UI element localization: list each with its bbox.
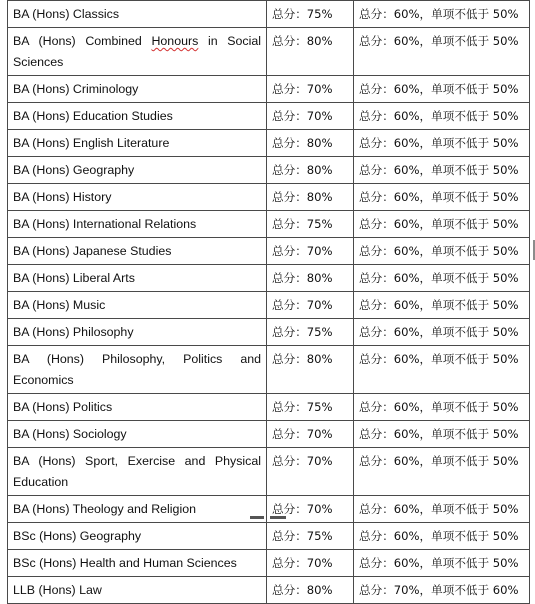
table-row[interactable] [8, 496, 530, 523]
overall-score-cell[interactable]: 总分：80% [267, 346, 354, 394]
programme-cell[interactable]: BA (Hons) Geography [8, 157, 267, 184]
requirement-cell[interactable]: 总分：60%，单项不低于 50% [354, 130, 530, 157]
requirement-cell[interactable]: 总分：60%，单项不低于 50% [354, 523, 530, 550]
overall-score-cell[interactable]: 总分：70% [267, 496, 354, 523]
programme-cell[interactable]: BA (Hons) Liberal Arts [8, 265, 267, 292]
overall-score-cell[interactable]: 总分：70% [267, 238, 354, 265]
overall-score-cell[interactable]: 总分：70% [267, 448, 354, 496]
requirement-cell[interactable]: 总分：60%，单项不低于 50% [354, 346, 530, 394]
programme-cell[interactable]: BA (Hons) Education Studies [8, 103, 267, 130]
overall-score-cell[interactable]: 总分：75% [267, 1, 354, 28]
table-row[interactable] [8, 238, 530, 265]
requirement-cell[interactable]: 总分：60%，单项不低于 50% [354, 103, 530, 130]
overall-score-cell[interactable]: 总分：70% [267, 421, 354, 448]
page-edge-marker [250, 516, 264, 519]
programme-cell[interactable]: BA (Hons) Japanese Studies [8, 238, 267, 265]
table-row[interactable] [8, 265, 530, 292]
overall-score-cell[interactable]: 总分：70% [267, 103, 354, 130]
overall-score-cell[interactable]: 总分：80% [267, 28, 354, 76]
requirement-cell[interactable]: 总分：60%，单项不低于 50% [354, 292, 530, 319]
programme-cell[interactable]: BA (Hons) Music [8, 292, 267, 319]
table-row[interactable] [8, 523, 530, 550]
overall-score-cell[interactable]: 总分：80% [267, 265, 354, 292]
programme-cell[interactable]: BA (Hons) Sport, Exercise and Physical Education [8, 448, 267, 496]
programme-cell[interactable]: BA (Hons) Philosophy [8, 319, 267, 346]
programme-cell[interactable]: BA (Hons) History [8, 184, 267, 211]
overall-score-cell[interactable]: 总分：80% [267, 184, 354, 211]
table-row[interactable] [8, 103, 530, 130]
overall-score-cell[interactable]: 总分：75% [267, 211, 354, 238]
programme-cell[interactable]: BSc (Hons) Health and Human Sciences [8, 550, 267, 577]
requirement-cell[interactable]: 总分：70%，单项不低于 60% [354, 577, 530, 604]
programme-cell[interactable]: BA (Hons) Combined Honours in Social Sciences [8, 28, 267, 76]
page-edge-marker [270, 516, 286, 519]
requirement-cell[interactable]: 总分：60%，单项不低于 50% [354, 211, 530, 238]
programme-cell[interactable]: BA (Hons) Classics [8, 1, 267, 28]
requirement-cell[interactable]: 总分：60%，单项不低于 50% [354, 496, 530, 523]
table-row[interactable] [8, 130, 530, 157]
table-body [8, 1, 530, 604]
requirement-cell[interactable]: 总分：60%，单项不低于 50% [354, 421, 530, 448]
requirement-cell[interactable]: 总分：60%，单项不低于 50% [354, 157, 530, 184]
table-row[interactable] [8, 448, 530, 496]
spellcheck-flagged-word[interactable]: Honours [151, 34, 199, 48]
requirement-cell[interactable]: 总分：60%，单项不低于 50% [354, 1, 530, 28]
programme-cell[interactable]: BA (Hons) Criminology [8, 76, 267, 103]
requirement-cell[interactable]: 总分：60%，单项不低于 50% [354, 76, 530, 103]
overall-score-cell[interactable]: 总分：75% [267, 523, 354, 550]
requirement-cell[interactable]: 总分：60%，单项不低于 50% [354, 319, 530, 346]
table-row[interactable] [8, 292, 530, 319]
programme-cell[interactable]: LLB (Hons) Law [8, 577, 267, 604]
overall-score-cell[interactable]: 总分：75% [267, 394, 354, 421]
table-row[interactable] [8, 421, 530, 448]
requirement-cell[interactable]: 总分：60%，单项不低于 50% [354, 394, 530, 421]
requirement-cell[interactable]: 总分：60%，单项不低于 50% [354, 184, 530, 211]
programme-cell[interactable]: BA (Hons) Politics [8, 394, 267, 421]
overall-score-cell[interactable]: 总分：70% [267, 76, 354, 103]
requirement-cell[interactable]: 总分：60%，单项不低于 50% [354, 550, 530, 577]
table-row[interactable] [8, 28, 530, 76]
table-row[interactable] [8, 76, 530, 103]
table-row[interactable] [8, 346, 530, 394]
table-row[interactable] [8, 184, 530, 211]
table-row[interactable] [8, 319, 530, 346]
requirement-cell[interactable]: 总分：60%，单项不低于 50% [354, 238, 530, 265]
requirements-table [7, 0, 530, 604]
programme-cell[interactable]: BA (Hons) International Relations [8, 211, 267, 238]
requirement-cell[interactable]: 总分：60%，单项不低于 50% [354, 448, 530, 496]
requirement-cell[interactable]: 总分：60%，单项不低于 50% [354, 265, 530, 292]
requirement-cell[interactable]: 总分：60%，单项不低于 50% [354, 28, 530, 76]
overall-score-cell[interactable]: 总分：80% [267, 130, 354, 157]
programme-cell[interactable]: BA (Hons) English Literature [8, 130, 267, 157]
overall-score-cell[interactable]: 总分：70% [267, 292, 354, 319]
table-row[interactable] [8, 550, 530, 577]
table-row[interactable] [8, 394, 530, 421]
table-row[interactable] [8, 211, 530, 238]
programme-cell[interactable]: BA (Hons) Theology and Religion [8, 496, 267, 523]
table-row[interactable] [8, 1, 530, 28]
table-row[interactable] [8, 577, 530, 604]
overall-score-cell[interactable]: 总分：80% [267, 577, 354, 604]
overall-score-cell[interactable]: 总分：75% [267, 319, 354, 346]
overall-score-cell[interactable]: 总分：80% [267, 157, 354, 184]
overall-score-cell[interactable]: 总分：70% [267, 550, 354, 577]
programme-cell[interactable]: BA (Hons) Sociology [8, 421, 267, 448]
programme-cell[interactable]: BSc (Hons) Geography [8, 523, 267, 550]
table-row[interactable] [8, 157, 530, 184]
programme-cell[interactable]: BA (Hons) Philosophy, Politics and Economics [8, 346, 267, 394]
